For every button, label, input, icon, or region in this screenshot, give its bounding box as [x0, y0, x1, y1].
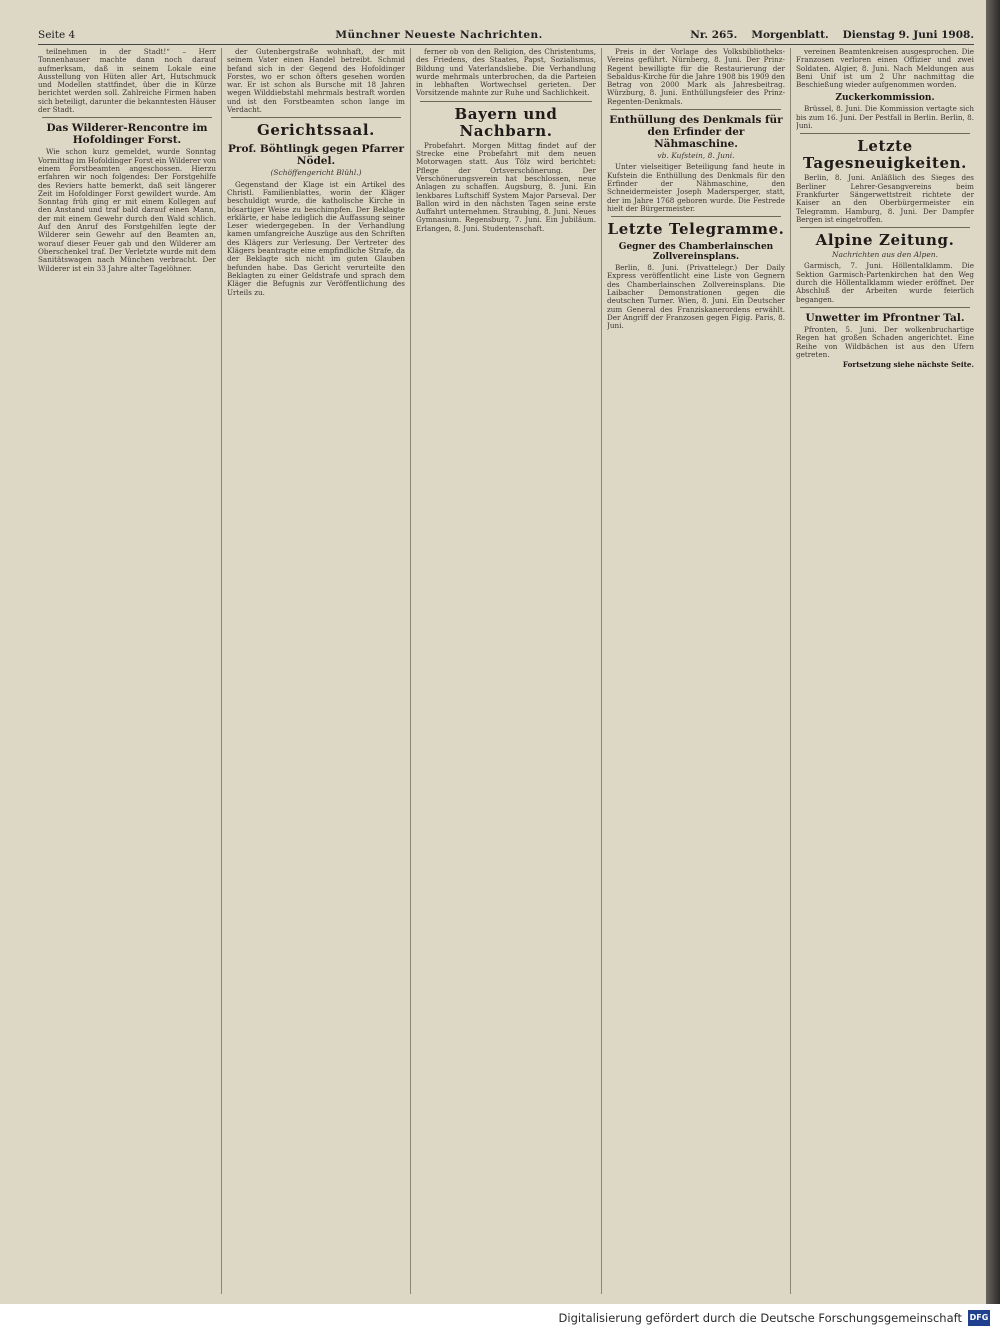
section-heading-gerichtssaal: Gerichtssaal. — [257, 121, 375, 140]
article-subheading: (Schöffengericht Blühl.) — [270, 168, 362, 178]
page-number: Seite 4 — [38, 29, 76, 41]
article-text: Preis in der Vorlage des Volksbibliotheks-Vereins geführt. Nürnberg, 8. Juni. Der Prinz-Regent bewilligte für die Restaurierung der Sebaldus-Kirche für die Jahre 1908 bis 1909 den Betrag von 2000 Mark als Jahresbeitrag. Würzburg, 8. Juni. Enthüllungsfeier des Prinz-Regenten-Denkmals. — [607, 48, 785, 106]
dfg-logo: DFG — [968, 1310, 990, 1326]
edition: Morgenblatt. — [751, 29, 829, 41]
section-heading-tagesneuigkeiten: Letzte Tagesneuigkeiten. — [803, 137, 967, 173]
issue-info — [690, 29, 974, 41]
article-text: Berlin, 8. Juni. (Privattelegr.) Der Daily Express veröffentlicht eine Liste von Gegnern des Chamberlainschen Zollvereinsplans. Die Laibacher Demonstrationen gegen die deutschen Turner. Wien, 8. Juni. Ein Deutscher zum General des Franziskanerordens erwählt. Der Angriff der Franzosen gegen Figig. Paris, 8. Juni. — [607, 263, 785, 331]
article-text: Unter vielseitiger Beteiligung fand heute in Kufstein die Enthüllung des Denkmals für den Erfinder der Nähmaschine, den Schneidermeister Joseph Madersperger, statt, der im Jahre 1768 geboren wurde. Die Festrede hielt der Bürgermeister. — [607, 162, 785, 213]
column-2 — [227, 48, 405, 1294]
article-text: vereinen Beamtenkreisen ausgesprochen. Die Franzosen verloren einen Offizier und zwei Soldaten. Algier, 8. Juni. Nach Meldungen aus Beni Unif ist um 2 Uhr nachmittag die Beschießung wieder aufgenommen worden. — [796, 48, 974, 90]
section-heading-alpine-zeitung: Alpine Zeitung. — [815, 231, 955, 250]
column-1 — [38, 48, 216, 1294]
article-text: ferner ob von den Religion, des Christentums, des Friedens, des Staates, Papst, Sozialismus, Bildung und Vaterlandsliebe. Die Verhandlung wurde mehrmals unterbrochen, da die Parteien in lebhaften Wortwechsel gerieten. Der Vorsitzende mahnte zur Ruhe und Sachlichkeit. — [416, 48, 596, 98]
article-heading: Gegner des Chamberlainschen Zollvereinsplans. — [618, 242, 774, 263]
article-heading: Enthüllung des Denkmals für den Erfinder der Nähmaschine. — [609, 114, 783, 151]
section-heading-telegramme: Letzte Telegramme. — [607, 220, 785, 239]
article-text: Wie schon kurz gemeldet, wurde Sonntag Vormittag im Hofoldinger Forst ein Wilderer von einem Forstbeamten angeschossen. Hierzu erfahren wir noch folgendes: Der Forstgehilfe des Reviers hatte bemerkt, daß seit längerer Zeit im Hofoldinger Forst gewildert wurde. Am Sonntag früh ging er mit einem Kollegen auf den Anstand und traf bald darauf einen Mann, der mit einem Gewehr durch den Wald schlich. Auf den Anruf des Forstgehilfen legte der Wilderer sein Gewehr auf den Beamten an, worauf dieser Feuer gab und den Wilderer am Oberschenkel traf. Der Verletzte wurde mit dem Sanitätswagen nach München verbracht. Der Wilderer ist ein 33 Jahre alter Tagelöhner. — [38, 147, 216, 273]
page-edge — [986, 0, 1000, 1304]
column-4 — [607, 48, 785, 1294]
column-3 — [416, 48, 596, 1294]
article-heading: Das Wilderer-Rencontre im Hofoldinger Forst. — [46, 122, 208, 147]
dateline: vb. Kufstein, 8. Juni. — [657, 151, 735, 161]
section-heading-bayern: Bayern und Nachbarn. — [454, 104, 558, 140]
article-text: Pfronten, 5. Juni. Der wolkenbruchartige Regen hat großen Schaden angerichtet. Eine Reihe von Wildbächen ist aus den Ufern getreten. — [796, 324, 974, 359]
article-heading: Zuckerkommission. — [835, 93, 935, 104]
masthead — [38, 26, 974, 45]
article-text: Berlin, 8. Juni. Anläßlich des Sieges des Berliner Lehrer-Gesangvereins beim Frankfurter Sängerwettstreit richtete der Kaiser an den Oberbürgermeister ein Telegramm. Hamburg, 8. Juni. Der Dampfer Bergen ist eingetroffen. — [796, 173, 974, 224]
issue-number: Nr. 265. — [690, 29, 738, 41]
article-text: Probefahrt. Morgen Mittag findet auf der Strecke eine Probefahrt mit dem neuen Motorwagen statt. Aus Tölz wird berichtet: Pflege der Ortsverschönerung. Der Verschönerungsverein hat beschlossen, neue Anlagen zu schaffen. Augsburg, 8. Juni. Ein lenkbares Luftschiff System Major Parseval. Der Ballon wird in den nächsten Tagen seine erste Auffahrt unternehmen. Straubing, 8. Juni. Neues Gymnasium. Regensburg, 7. Juni. Ein Jubiläum. Erlangen, 8. Juni. Studentenschaft. — [416, 140, 596, 233]
article-heading: Prof. Böhtlingk gegen Pfarrer Nödel. — [228, 143, 404, 168]
footer-bar — [0, 1304, 1000, 1331]
article-text: der Gutenbergstraße wohnhaft, der mit seinem Vater einen Handel betreibt. Schmid befand sich in der Gegend des Hofoldinger Forstes, wo er schon öfters gesehen worden war. Er ist schon als Bursche mit 18 Jahren wegen Wilddiebstahl mehrmals bestraft worden und ist den Forstbeamten schon lange im Verdacht. — [227, 48, 405, 115]
article-heading: Unwetter im Pfrontner Tal. — [805, 311, 965, 324]
newspaper-title: Münchner Neueste Nachrichten. — [335, 29, 543, 41]
column-5 — [796, 48, 974, 1294]
article-text: Gegenstand der Klage ist ein Artikel des Christl. Familienblattes, worin der Kläger beschuldigt wurde, die katholische Kirche in bösartiger Weise zu beschimpfen. Der Beklagte erklärte, er habe lediglich die Auffassung seiner Leser wiedergegeben. In der Verhandlung kamen umfangreiche Auszüge aus den Schriften des Klägers zur Verlesung. Der Vertreter des Klägers beantragte eine empfindliche Strafe, da der Beklagte sich nicht im guten Glauben befunden habe. Das Gericht verurteilte den Beklagten zu einer Geldstrafe und sprach dem Kläger die Befugnis zur Veröffentlichung des Urteils zu. — [227, 179, 405, 297]
article-text: Garmisch, 7. Juni. Höllentalklamm. Die Sektion Garmisch-Partenkirchen hat den Weg durch die Höllentalklamm wieder eröffnet. Der Abschluß der Arbeiten wurde feierlich begangen. — [796, 261, 974, 304]
footer-credit: Digitalisierung gefördert durch die Deutsche Forschungsgemeinschaft — [558, 1310, 962, 1325]
article-text: Brüssel, 8. Juni. Die Kommission vertagte sich bis zum 16. Juni. Der Pestfall in Berlin. Berlin, 8. Juni. — [796, 104, 974, 131]
continuation-note: Fortsetzung siehe nächste Seite. — [842, 360, 974, 370]
issue-date: Dienstag 9. Juni 1908. — [842, 29, 974, 41]
article-subheading: Nachrichten aus den Alpen. — [831, 250, 938, 260]
article-text: teilnehmen in der Stadt!“ – Herr Tonnenhauser machte dann noch darauf aufmerksam, daß in seinem Lokale eine Ausstellung von Hüten aller Art, Hutschmuck und Modellen stattfindet, über die in Kürze berichtet werden soll. Zahlreiche Firmen haben sich beteiligt, darunter die bekanntesten Häuser der Stadt. — [38, 48, 216, 115]
